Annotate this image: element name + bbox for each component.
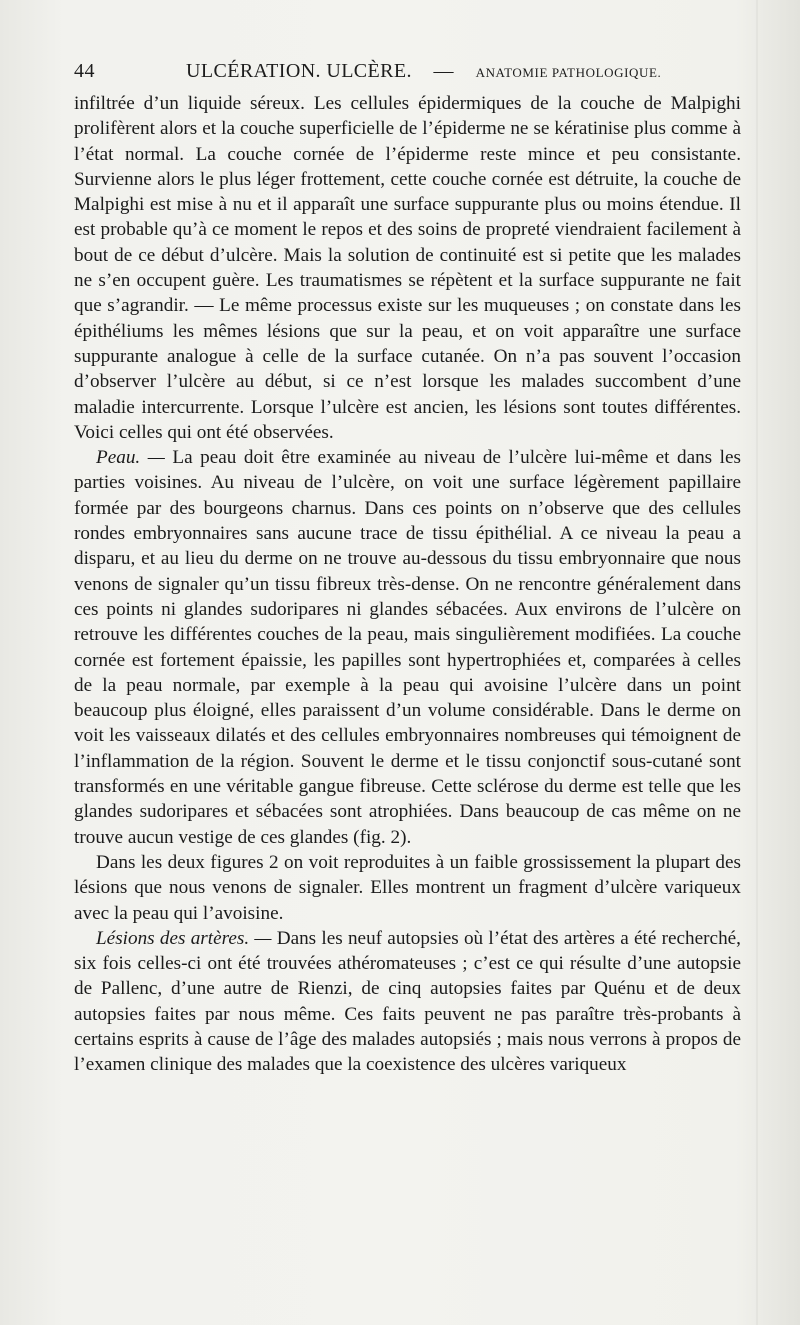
paragraph-peau bbox=[74, 445, 741, 850]
paragraph-text: infiltrée d’un liquide séreux. Les cellules épidermiques de la couche de Malpighi prolifèrent alors et la couche superficielle de l’épiderme ne se kératinise plus comme à l’état normal. La couche cornée de l’épiderme reste mince et peu consistante. Survienne alors le plus léger frottement, cette couche cornée est détruite, la couche de Malpighi est mise à nu et il apparaît une surface suppurante plus ou moins étendue. Il est probable qu’à ce moment le repos et des soins de propreté viendraient facilement à bout de ce début d’ulcère. Mais la solution de continuité est si petite que les malades ne s’en occupent guère. Les traumatismes se répètent et la surface suppurante ne fait que s’agrandir. — Le même processus existe sur les muqueuses ; on constate dans les épithéliums les mêmes lésions que sur la peau, et on voit apparaître une surface suppurante analogue à celle de la surface cutanée. On n’a pas souvent l’occasion d’observer l’ulcère au début, si ce n’est lorsque les malades succombent d’une maladie intercurrente. Lorsque l’ulcère est ancien, les lésions sont toutes différentes. Voici celles qui ont été observées. bbox=[74, 93, 741, 443]
paragraph-text: La peau doit être examinée au niveau de l’ulcère lui-même et dans les parties voisines. Au niveau de l’ulcère, on voit une surface légèrement papillaire formée par des bourgeons charnus. Dans ces points on n’observe que des cellules rondes embryonnaires sans aucune trace de tissu épithélial. A ce niveau la peau a disparu, et au lieu du derme on ne trouve au-dessous du tissu embryonnaire que nous venons de signaler qu’un tissu fibreux très-dense. On ne rencontre généralement dans ces points ni glandes sudoripares ni glandes sébacées. Aux environs de l’ulcère on retrouve les différentes couches de la peau, mais singulièrement modifiées. La couche cornée est fortement épaissie, les papilles sont hypertrophiées et, comparées à celles de la peau normale, par exemple à la peau qui avoisine l’ulcère dans un point beaucoup plus éloigné, elles paraissent d’un volume considérable. Dans le derme on voit les vaisseaux dilatés et des cellules embryonnaires nombreuses qui témoignent de l’inflammation de la région. Souvent le derme et le tissu conjonctif sous-cutané sont transformés en une véritable gangue fibreuse. Cette sclérose du derme est telle que les glandes sudoripares et sébacées sont atrophiées. Dans beaucoup de cas même on ne trouve aucun vestige de ces glandes (fig. 2). bbox=[74, 447, 741, 848]
header-title: ULCÉRATION. ULCÈRE. bbox=[186, 60, 412, 82]
paragraph-figures bbox=[74, 850, 741, 926]
running-title bbox=[186, 60, 661, 83]
scan-edge-shadow bbox=[756, 0, 758, 1325]
paragraph-text: Dans les neuf autopsies où l’état des artères a été recherché, six fois celles-ci ont été trouvées athéromateuses ; c’est ce qui résulte d’une autopsie de Pallenc, d’une autre de Rienzi, de cinq autopsies faites par Quénu et de deux autopsies faites par nous même. Ces faits peuvent ne pas paraître très-probants à certains esprits à cause de l’âge des malades autopsiés ; mais nous verrons à propos de l’examen clinique des malades que la coexistence des ulcères variqueux bbox=[74, 927, 741, 1076]
paragraph-text: Dans les deux figures 2 on voit reproduites à un faible grossissement la plupart des lésions que nous venons de signaler. Elles montrent un fragment d’ulcère variqueux avec la peau qui l’avoisine. bbox=[74, 851, 741, 924]
page-number: 44 bbox=[74, 60, 95, 82]
header-subtitle: ANATOMIE PATHOLOGIQUE. bbox=[475, 65, 662, 80]
paragraph-arteres bbox=[74, 926, 741, 1078]
body-text bbox=[74, 91, 741, 1078]
paragraph-lead: Peau. — bbox=[96, 447, 165, 469]
paragraph-lead: Lésions des artères. — bbox=[96, 927, 272, 949]
header-dash: — bbox=[433, 60, 454, 82]
paragraph-continuation bbox=[74, 91, 741, 445]
running-header bbox=[74, 60, 744, 88]
